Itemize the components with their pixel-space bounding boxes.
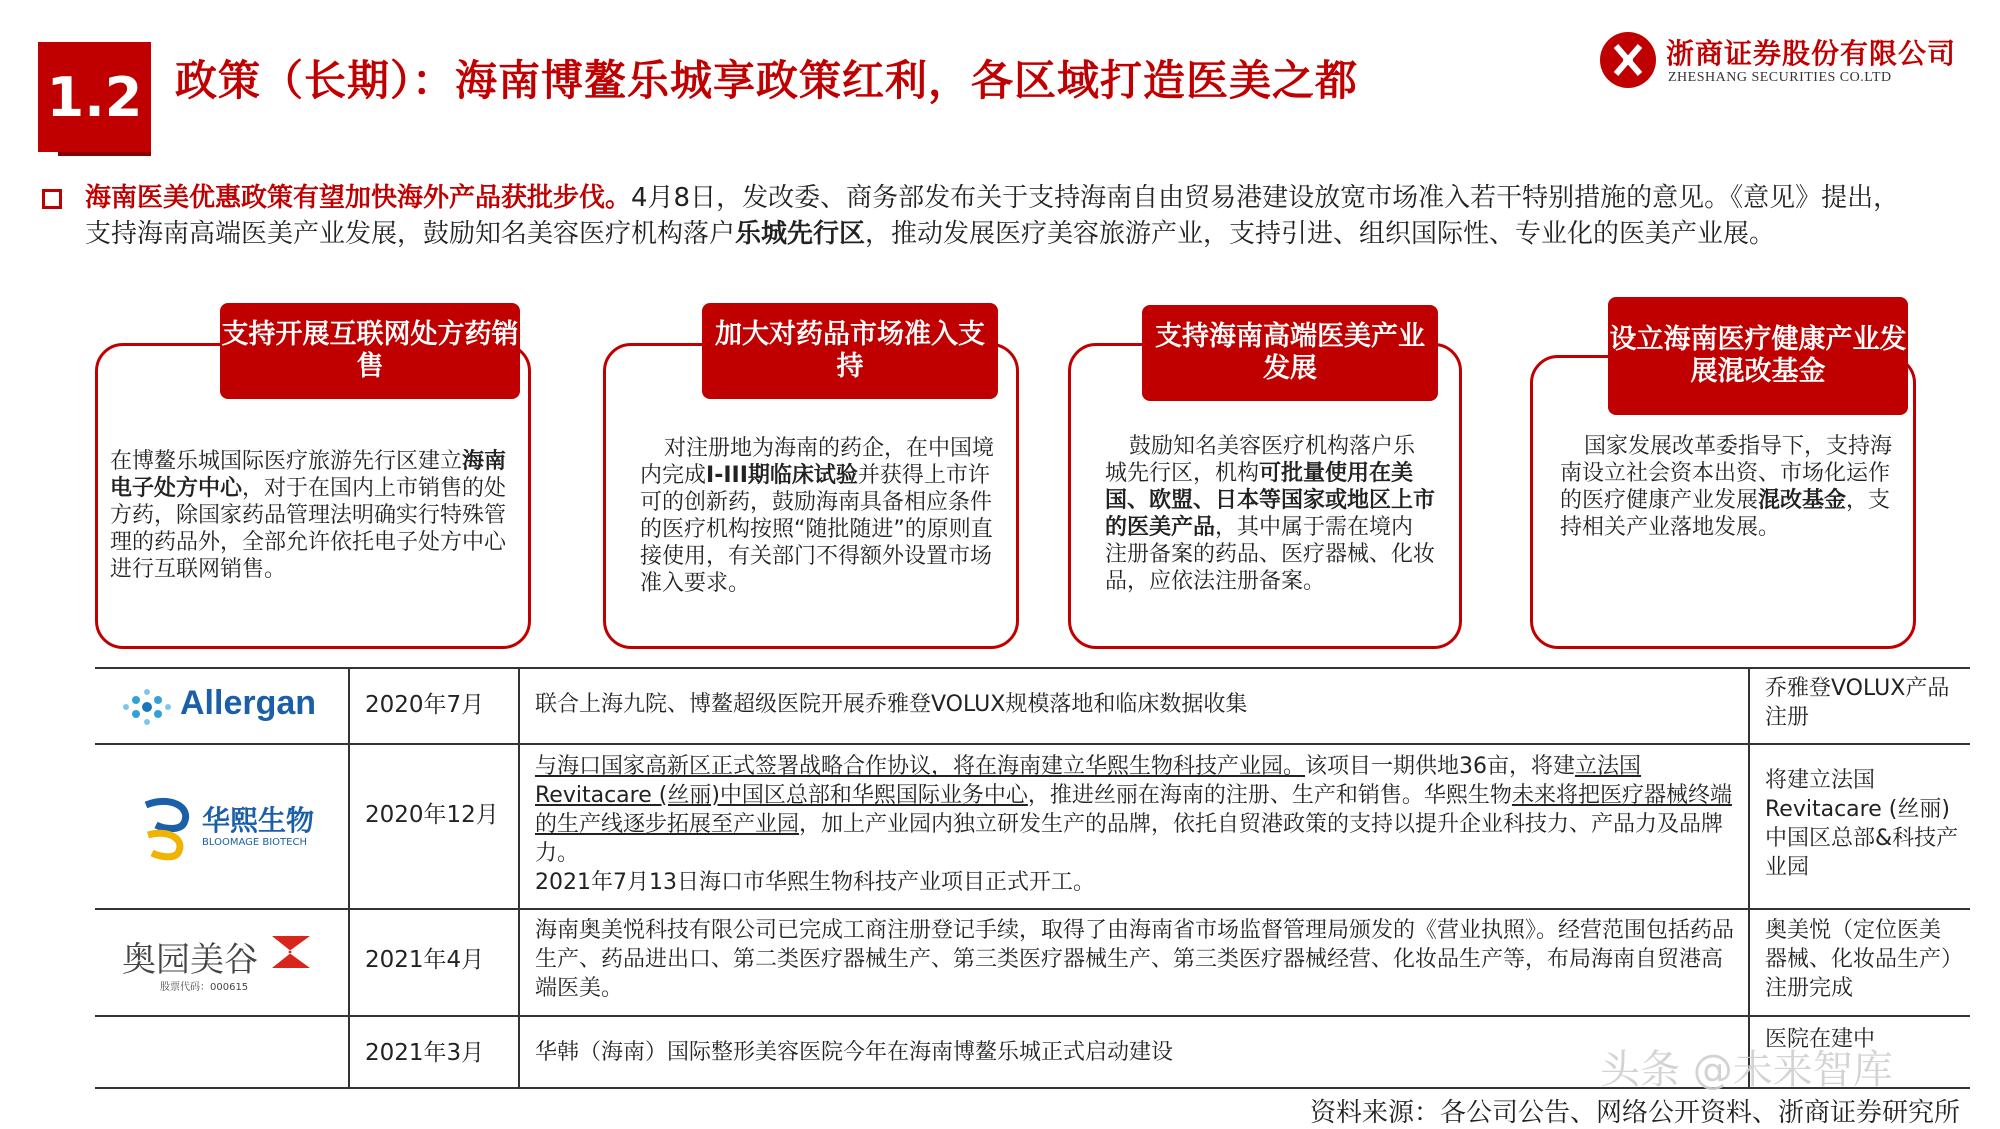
bloomage-name-en: BLOOMAGE BIOTECH	[202, 837, 307, 848]
company-name-en: ZHESHANG SECURITIES CO.LTD	[1668, 70, 1892, 85]
row-1-event: 联合上海九院、博鳌超级医院开展乔雅登VOLUX规模落地和临床数据收集	[535, 692, 1248, 717]
intro-lead: 海南医美优惠政策有望加快海外产品获批步伐。	[85, 183, 632, 213]
aoyuan-logo	[122, 930, 342, 1000]
aoyuan-stock-code: 股票代码：000615	[160, 982, 249, 993]
policy-card-4-body	[1560, 433, 1895, 541]
row-2-event-u2: 立法国Revitacare (丝丽)中国区总部和华熙国际业务中心	[535, 754, 1642, 808]
row-2-result: 将建立法国Revitacare (丝丽)中国区总部&科技产业园	[1765, 768, 1959, 880]
policy-card-3-text-1: 鼓励知名美容医疗机构落户乐城先行区，机构	[1105, 434, 1416, 486]
row-4-result: 医院在建中	[1765, 1027, 1876, 1052]
row-2-event	[535, 752, 1735, 897]
company-name-cn: 浙商证券股份有限公司	[1666, 37, 1957, 70]
row-2-event-t3: ，加上产业园内独立研发生产的品牌，依托自贸港政策的支持以提升企业科技力、产品力及品牌力。	[535, 812, 1724, 866]
row-2-event-t4: 2021年7月13日海口市华熙生物科技产业项目正式开工。	[535, 870, 1095, 895]
intro-text-1: 4月8日，发改委、商务部发布关于支持海南自由贸易港建设放宽市场准入若干特别措施的意见。《意见》提出，支持海南高端医美产业发展，鼓励知名美容医疗机构落户	[85, 183, 1900, 249]
policy-card-4-title: 设立海南医疗健康产业发展混改基金	[1608, 297, 1908, 415]
allergan-wordmark: Allergan	[180, 684, 317, 722]
table-divider	[348, 667, 350, 1087]
row-2-event-t1: 该项目一期供地36亩，将建	[1305, 754, 1576, 779]
company-logo	[1598, 30, 1958, 100]
watermark: 头条 @未来智库	[1600, 1047, 1893, 1093]
policy-card-2-bold: I-III期临床试验	[706, 463, 858, 488]
policy-card-2-title: 加大对药品市场准入支持	[702, 303, 998, 399]
policy-card-2-body	[640, 435, 1000, 597]
allergan-dots-icon	[118, 686, 176, 728]
intro-bold-1: 乐城先行区	[735, 219, 866, 249]
row-1-result: 乔雅登VOLUX产品注册	[1765, 676, 1950, 730]
row-3-date: 2021年4月	[365, 947, 485, 973]
section-number-badge	[38, 42, 151, 152]
page-title: 政策（长期）：海南博鳌乐城享政策红利，各区域打造医美之都	[175, 56, 1359, 105]
bullet-square-icon	[42, 189, 62, 209]
table-divider	[1748, 667, 1750, 1087]
policy-card-2-text-1: 对注册地为海南的药企，在中国境内完成	[640, 436, 995, 488]
policy-card-1-text-2: ，对于在国内上市销售的处方药，除国家药品管理法明确实行特殊管理的药品外，全部允许依托电子处方中心进行互联网销售。	[110, 476, 507, 582]
table-rule	[95, 743, 1970, 745]
policy-card-3-bold: 可批量使用在美国、欧盟、日本等国家或地区上市的医美产品	[1105, 461, 1436, 540]
bloomage-name: 华熙生物	[202, 804, 315, 837]
policy-card-4-bold: 混改基金	[1758, 488, 1847, 513]
section-number: 1.2	[46, 65, 143, 129]
table-divider	[518, 667, 520, 1087]
bloomage-swoosh-icon	[140, 795, 196, 861]
row-2-date: 2020年12月	[365, 802, 499, 828]
policy-card-1-title: 支持开展互联网处方药销售	[220, 303, 520, 399]
row-2-event-u1: 与海口国家高新区正式签署战略合作协议，将在海南建立华熙生物科技产业园。	[535, 754, 1306, 779]
zheshang-logo-icon	[1598, 30, 1658, 90]
intro-paragraph	[85, 180, 1905, 252]
row-4-date: 2021年3月	[365, 1040, 485, 1066]
table-rule	[95, 908, 1970, 910]
policy-card-2-text-2: 并获得上市许可的创新药，鼓励海南具备相应条件的医疗机构按照“随批随进”的原则直接使用，有关部门不得额外设置市场准入要求。	[640, 463, 993, 596]
row-4-event: 华韩（海南）国际整形美容医院今年在海南博鳌乐城正式启动建设	[535, 1040, 1174, 1065]
row-1-date: 2020年7月	[365, 692, 485, 718]
table-rule	[95, 667, 1970, 669]
policy-card-3-body	[1105, 433, 1435, 595]
policy-card-4-text-2: ，支持相关产业落地发展。	[1560, 488, 1891, 540]
policy-card-3-text-2: ，其中属于需在境内注册备案的药品、医疗器械、化妆品，应依法注册备案。	[1105, 515, 1436, 594]
row-2-event-t2: ，推进丝丽在海南的注册、生产和销售。华熙生物	[1027, 783, 1512, 808]
policy-card-1-text-1: 在博鳌乐城国际医疗旅游先行区建立	[110, 449, 463, 474]
aoyuan-name: 奥园美谷	[122, 940, 258, 980]
policy-card-1-body	[110, 448, 515, 583]
row-3-event: 海南奥美悦科技有限公司已完成工商注册登记手续，取得了由海南省市场监督管理局颁发的《营业执照》。经营范围包括药品生产、药品进出口、第二类医疗器械生产、第三类医疗器械生产、第三类医疗器械经营、化妆品生产等，布局海南自贸港高端医美。	[535, 918, 1735, 1001]
policy-card-3-title: 支持海南高端医美产业发展	[1142, 305, 1438, 401]
policy-card-4-text-1: 国家发展改革委指导下，支持海南设立社会资本出资、市场化运作的医疗健康产业发展	[1560, 434, 1893, 513]
aoyuan-mark-icon	[268, 932, 314, 972]
table-rule	[95, 1015, 1970, 1017]
source-note: 资料来源：各公司公告、网络公开资料、浙商证券研究所	[1309, 1098, 1960, 1128]
bloomage-logo	[140, 795, 340, 865]
row-3-result: 奥美悦（定位医美器械、化妆品生产）注册完成	[1765, 918, 1953, 1001]
allergan-logo	[118, 684, 338, 728]
row-2-event-u3: 未来将把医疗器械终端的生产线逐步拓展至产业园	[535, 783, 1732, 837]
policy-card-1-bold: 海南电子处方中心	[110, 449, 507, 501]
intro-text-2: ，推动发展医疗美容旅游产业，支持引进、组织国际性、专业化的医美产业展。	[865, 219, 1776, 249]
